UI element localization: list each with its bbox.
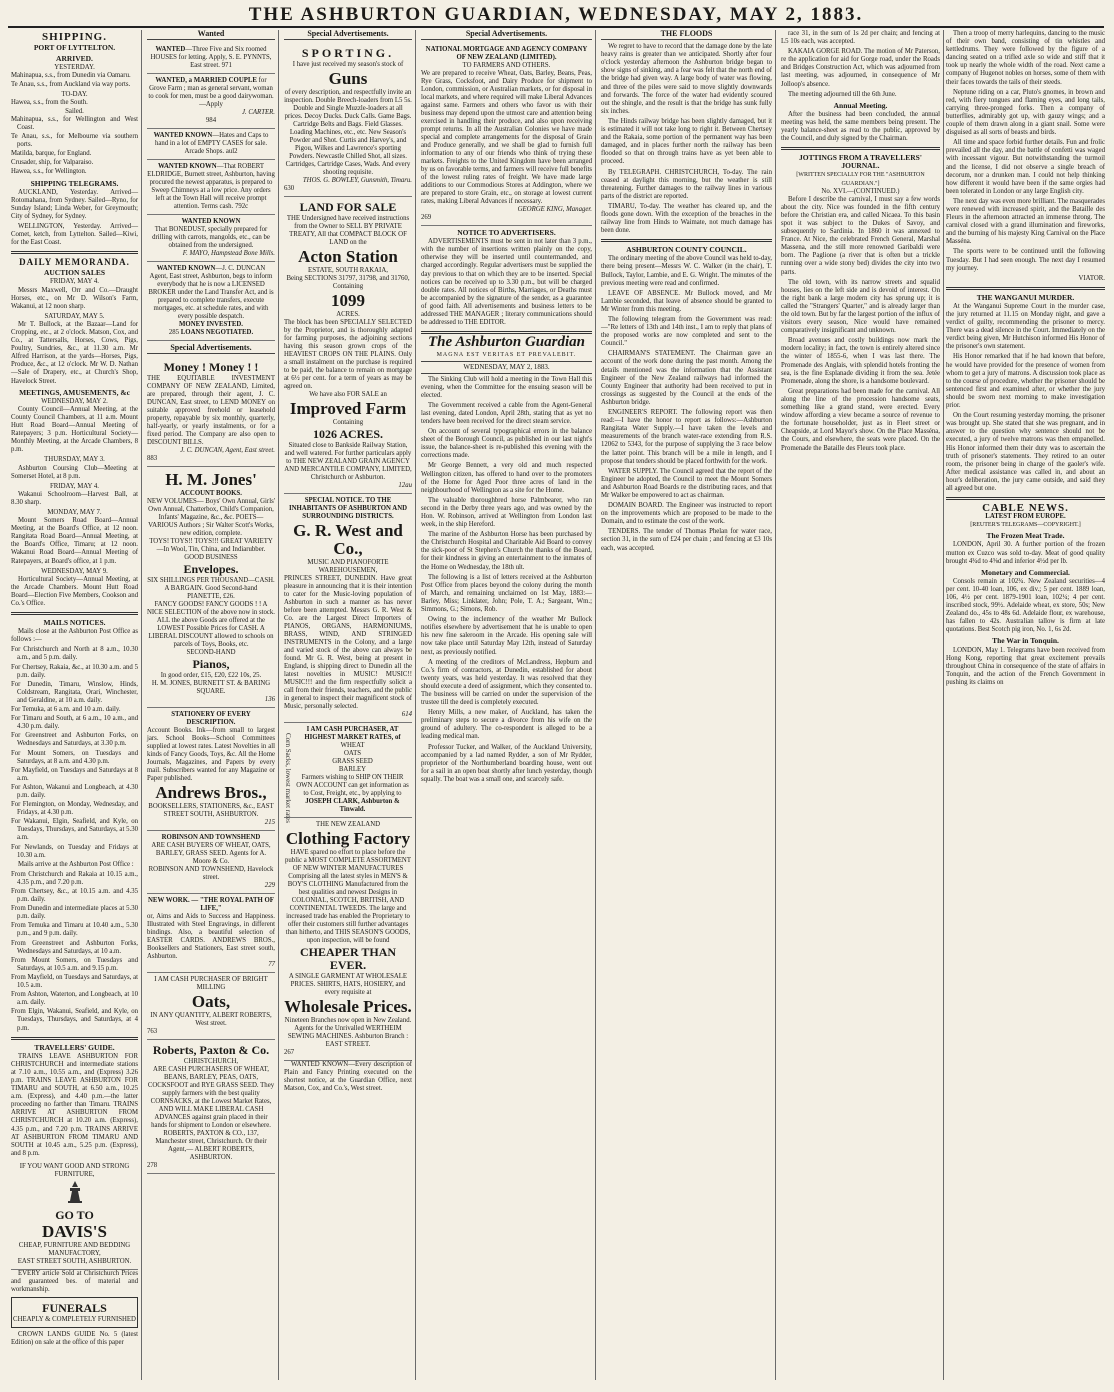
cable-sub: LATEST FROM EUROPE. [985, 513, 1066, 521]
shirts-text: A SINGLE GARMENT AT WHOLESALE PRICES. SHIRTS, HATS, HOSIERY, and every requisite at [288, 973, 408, 997]
list-item: For Temuka, at 6 a.m. and 10 a.m. daily. [11, 706, 121, 714]
mails-title: MAILS NOTICES. [43, 618, 106, 628]
stationery-advert [147, 708, 275, 831]
mortgage-signature: GEORGE KING, Manager. [517, 206, 592, 214]
section-shipping-title: SHIPPING. [42, 31, 107, 43]
list-item: From Elgin, Wakanui, Seafield, and Kyle, on Tuesdays, Thursdays, and Saturdays, at 4 p.m. [11, 1008, 138, 1032]
column-shipping [8, 30, 142, 1380]
council-paragraph: ENGINEER'S REPORT. The following report was then read:—I have the honor to report as follows:—Ashburton Rangitata Water Supply.—I have taken the levels and measurements of the branch water-race extending from R.S. 12062 to 5343, for the purpose of supplying the 3 race below the latter point. This branch will be a mile in length, and I propose that tenders should be placed forthwith for the work. [601, 409, 772, 465]
day-heading: WEDNESDAY, MAY 2. [41, 397, 108, 405]
editorial-paragraph: Henry Mills, a new maker, of Auckland, has taken the preliminary steps to secure a divorce from his wife on the ground of adultery. The co-respondent is alleged to be a leading medical man. [421, 709, 592, 741]
crown-lands-notice: CROWN LANDS GUIDE No. 5 (latest Edition) on sale at the office of this paper [11, 1331, 138, 1347]
jones-address: H. M. JONES, BURNETT ST. & BARING SQUARE. [151, 680, 271, 696]
pianos-sub: In good order, £15, £20, £22 10s, 25. [160, 672, 262, 680]
telegram-paragraph: AUCKLAND, Yesterday. Arrived—Rotomahana, from Sydney. Sailed—Ryno, for Sunday Island; Linda Weber, for Greymouth; City of Sydney, for Sydney. [11, 188, 138, 220]
roberts-title: Roberts, Paxton & Co. [152, 1043, 270, 1058]
sailed-list [11, 116, 138, 177]
day-heading: SATURDAY, MAY 5. [44, 312, 105, 320]
column-wanted [144, 30, 279, 1380]
wanted-ad [147, 129, 275, 160]
council-title: ASHBURTON COUNTY COUNCIL. [626, 245, 747, 255]
jones-title: H. M. Jones' [165, 470, 257, 490]
ad-text: —That ROBERT ELDRIDGE, Burnett street, Ashburton, having procured the newest apparatus, is prepared to Sweep Chimneys at a low price. Any orders left at the Town Hall will receive prompt attention. Terms cash. [147, 163, 275, 211]
ad-text: —Three Five and Six roomed HOUSES for letting. Apply, S. E. PYNNTS, East street. [150, 46, 272, 70]
day-heading: WEDNESDAY, MAY 9. [41, 567, 108, 575]
day-heading: FRIDAY, MAY 4. [50, 278, 99, 286]
jottings-continued: All time and space forbid further details. Fun and frolic prevailed all the day, and the battle of confetti was waged with incessant vigour. But notwithstanding the turmoil and the license, I did not observe a single breach of decorum, nor a drunken man. I could not help thinking how different it would have been if the same orgies had been tolerated in London or any large English city. [946, 139, 1105, 195]
jottings-paragraph: Before I describe the carnival, I must say a few words about the city. Nice was founded in the fifth century before the Christian era, and called Nicaea. To this basin spot it was subject to the Dukes of Savoy, and subsequently to Sardinia. In 1860 it was annexed to France. At Nice, the celebrated French General, Marshal Massena, and the still more renowned Garibaldi were born. The Paglione (a river that is often but a trickle running over a wide stony bed) divides the city into two parts. [781, 195, 940, 276]
subcolumn-wanganui-cable [946, 30, 1105, 1380]
guns-signature: THOS. G. BOWLEY, Gunsmith, Timaru. [302, 177, 412, 185]
funerals-sub: CHEAPLY & COMPLETELY FURNISHED [13, 1316, 136, 1324]
wanganui-title: THE WANGANUI MURDER. [976, 292, 1075, 302]
west-title: G. R. West and Co., [293, 521, 403, 559]
oats-title: Oats, [191, 992, 231, 1012]
andrews-sub: BOOKSELLERS, STATIONERS, &c., EAST STREET SOUTH, ASHBURTON. [148, 803, 274, 819]
funerals-box [11, 1297, 138, 1328]
ad-text: for Grove Farm ; man as general servant, woman to cook for men, must be a good dairywoman.—Apply [148, 77, 274, 109]
davis-go: GO TO [55, 1207, 94, 1222]
list-item: For Christchurch and North at 8 a.m., 10.30 a.m., and 5 p.m. daily. [11, 646, 138, 662]
floods-paragraph: The Hinds railway bridge has been slightly damaged, but it is estimated it will not take long to right it. Between Chertsey and the Rakaia, some portion of the permanent way has been damaged, and in places further north the railway has been flooded so that on through trains have as yet been able to proceed. [601, 117, 772, 166]
andrews-ref: 215 [264, 819, 275, 827]
farm-title: Improved Farm [289, 399, 407, 419]
list-item: For Newlands, on Tuesday and Fridays at 10.30 a.m. [11, 843, 138, 859]
list-item: From Ashton, Waterton, and Longbeach, at 10 a.m. daily. [11, 991, 138, 1007]
roberts-signature: ROBERTS, PAXTON & CO., 137, Manchester street, Christchurch. Or their Agent,— ALBERT ROBERTS, ASHBURTON. [155, 1130, 267, 1162]
wanganui-paragraph: His Honor remarked that if he had known that before, he would have provided for the presence of women from whom to get a jury of matrons. A discussion took place as to the course of procedure, whether the prisoner should be sentenced first and examined after, or whether the jury should be sworn next morning to make investigation prior. [946, 353, 1105, 410]
jottings-continued: Neptune riding on a car, Pluto's gnomes, in brown and red, with fiery tongues and flaming eyes, and long tails, carrying three-pronged forks. Then a company of butterflies, admirably got up, with gauzy wings; and a couple of them drawn along in a giant snail. Some were disguised as all sorts of beasts and birds. [946, 88, 1105, 137]
jottings-paragraph: Broad avenues and costly buildings now mark the modern locality; in fact, the town is entirely altered since the winter of 1855-6, when I was last there. The Promenade des Anglais, with splendid hotels fronting the sea, is the fine Esplanade dividing it from the sea. Jetée Promenade, along the shore, is a handsome boulevard. [781, 337, 940, 385]
floods-timaru: TIMARU, To-day. The weather has cleared up, and the floods gone down. With the exception of the breaches in the railway line from Hinds to Waimate, not much damage has been done. [601, 202, 772, 235]
cable-item-head: The War in Tonquin. [992, 636, 1059, 646]
memoranda-entry: Horticultural Society—Annual Meeting, at the Arcade Chambers. Mount Hutt Road Board—Election Five Members, Cookson and Co.'s Office. [11, 575, 138, 607]
list-item: For Mount Somers, on Tuesdays and Saturdays, at 8 a.m. and 4.30 p.m. [11, 749, 138, 765]
port-title: PORT OF LYTTELTON. [33, 43, 116, 53]
sporting-text: I have just received my season's stock of [292, 61, 404, 69]
jottings-number: No. XVI.—(CONTINUED.) [821, 187, 900, 195]
roberts-advert [147, 1040, 275, 1174]
ad-head: WANTED KNOWN [156, 265, 216, 273]
robinson-ref: 229 [264, 882, 275, 890]
cash-item: WHEAT [340, 742, 365, 750]
list-item: From Mount Somers, on Tuesdays and Saturdays, at 10.5 a.m. and 9.15 p.m. [11, 956, 138, 972]
list-item: Mahinapua, s.s., from Dunedin via Oamaru. [11, 72, 131, 80]
farm-lead: We have also FOR SALE an [309, 391, 387, 399]
corn-sacks-side-text: Corn Sacks, lowest market rates [284, 733, 292, 824]
arrivals-list [11, 72, 138, 89]
paper-logo [421, 334, 592, 351]
jottings-sub: [WRITTEN SPECIALLY FOR THE "ASHBURTON GUARDIAN."] [796, 172, 925, 187]
column-editorial [418, 30, 596, 1380]
jones-subtitle: ACCOUNT BOOKS. [180, 490, 242, 498]
editorial-paragraph: On account of several typographical errors in the balance sheet of the Borough Council, as published in our last night's issue, the balance-sheet is re-published this evening with the corrections made. [421, 428, 592, 460]
land-advert [284, 197, 412, 494]
land-details: The block has been SPECIALLY SELECTED by the Proprietor, and is thoroughly adapted for farming purposes, the adjoining sections having this season grown crops of the HEAVIEST CROPS ON THE PLAINS. Only a small instalment on the purchase is required to be paid, the balance to remain on mortgage at 6½ per cent. for a term of years as may be agreed on. [284, 319, 412, 391]
jottings-title: JOTTINGS FROM A TRAVELLERS' JOURNAL. [799, 153, 922, 171]
ad-text: —J. C. DUNCAN Agent, East street, Ashburton, begs to inform everybody that he is now a LICENSED BROKER under the Land Transfer Act, and is prepared to complete transfers, execute mortgages, etc. at schedule rates, and with every possible despatch. [148, 265, 274, 321]
mails-list [11, 646, 138, 859]
travellers-guide-title: TRAVELLERS' GUIDE. [34, 1042, 115, 1052]
funerals-title: FUNERALS [42, 1301, 107, 1316]
editorial-paragraph: Mr George Bennett, a very old and much respected Wellington citizen, has offered to hand over to the promoters of the Home for Aged Poor three acres of land in the neighbourhood of Wellington as a site for the Home. [421, 462, 592, 494]
list-item: Hawea, s.s., from the South. [11, 98, 88, 106]
council-paragraph: WATER SUPPLY. The Council agreed that the report of the Engineer be adopted, the Council to meet the Mount Somers and Ashburton Road Boards re the distributing races, and that Mr Walker be empowered to act as chairman. [601, 467, 772, 499]
wanted-ad [147, 160, 275, 215]
travellers-guide-text: TRAINS LEAVE ASHBURTON FOR CHRISTCHURCH and intermediate stations at 7.10 a.m., 10.55 a.m., and (Express) 3.26 p.m. TRAINS LEAVE ASHBURTON FOR TIMARU and SOUTH, at 6.50 a.m., 10.25 a.m. (Express), and 4.40 p.m.—the latter proceeding no farther than Timaru. TRAINS ARRIVE AT ASHBURTON FROM CHRISTCHURCH at 10.20 a.m. (Express), 4.35 p.m., and 7.20 p.m. TRAINS ARRIVE AT ASHBURTON FROM TIMARU AND SOUTH at 10.45 a.m., 5.25 p.m. (Express), and 8 p.m. [11, 1052, 138, 1157]
oats-sub: IN ANY QUANTITY, ALBERT ROBERTS, West street. [150, 1012, 272, 1028]
today-heading: TO-DAY. [61, 90, 88, 98]
jottings-paragraph: The old town, with its narrow streets and squalid houses, lies on the left side and is devoid of interest. On the right bank a large modern city has sprung up; it is called the "Strangers' Quarter," and is already larger than the old town. But by far the largest portion of the influx of visitors every season, Nice would have remained comparatively insignificant and unknown. [781, 278, 940, 335]
ad-signature: MONEY INVESTED. [179, 321, 243, 329]
cash-text: Farmers wishing to SHIP ON THEIR OWN ACCOUNT can get information as to Cost, Freight, etc., by applying to [296, 774, 409, 798]
editorial-paragraph: The marine of the Ashburton Horse has been purchased by the Christchurch Hospital and Charitable Aid Board to convey the sick-poor of St Stephen's Church the thanks of the Board, for their kindness in giving an entertainment to the inmates of the Home on Wednesday, the 18th ult. [421, 531, 592, 571]
list-item: For Chertsey, Rakaia, &c., at 10.30 a.m. and 5 p.m. daily. [11, 663, 138, 679]
mortgage-title: NATIONAL MORTGAGE AND AGENCY COMPANY OF NEW ZEALAND (LIMITED). [425, 46, 588, 62]
list-item: Crusader, ship, for Valparaiso. [11, 159, 94, 167]
yesterday-heading: YESTERDAY. [54, 64, 95, 72]
mortgage-sub: TO FARMERS AND OTHERS. [462, 62, 551, 70]
wholesale-title: Wholesale Prices. [284, 997, 412, 1017]
cash-signature: JOSEPH CLARK, Ashburton & Tinwald. [305, 798, 400, 814]
cash-title: I AM CASH PURCHASER, AT HIGHEST MARKET RATES, of [304, 726, 401, 742]
ad-ref: 792c [234, 203, 249, 211]
mails-intro: Mails close at the Ashburton Post Office as follows :— [11, 628, 138, 644]
davis-every: EVERY article Sold at Christchurch Prices and guaranteed bes. of material and workmanship. [11, 1269, 138, 1294]
envelopes-lead: GOOD BUSINESS [184, 554, 238, 562]
printing-notice: WANTED KNOWN—Every description of Plain and Fancy Printing executed on the shortest notice, at the Guardian Office, next Matson, Cox, and Co.'s, West street. [284, 1061, 412, 1093]
jottings-paragraph: Great preparations had been made for the carnival. All along the line of the procession handsome seats, something like a grand stand, were erected. Every window affording a view became a source of revenue to the fortunate householder, just as in Fleet street or Cheapside, at Lord Mayor's show. On the Place Masséna, the Cours, and elsewhere, the seats were placed. On the Promenade the Bataille des Fleurs took place. [781, 387, 940, 452]
envelopes-sub: SIX SHILLINGS PER THOUSAND—CASH. [147, 577, 275, 585]
royal-title: NEW WORK. — "THE ROYAL PATH OF LIFE," [148, 897, 274, 913]
acton-text: Being SECTIONS 31797, 31798, and 31760, Containing [286, 275, 410, 291]
robinson-address: ROBINSON AND TOWNSHEND, Havelock street. [148, 866, 274, 882]
ad-ref: 285 [168, 329, 180, 337]
floods-title: THE FLOODS [601, 30, 772, 40]
acres-word: ACRES. [336, 311, 360, 319]
list-item: Te Anau, s.s., from Auckland via way ports. [11, 81, 131, 89]
ad-head: WANTED, a MARRIED COUPLE [155, 77, 257, 85]
memoranda-title: DAILY MEMORANDA. [19, 257, 130, 268]
cable-item-text: LONDON, April 30. A further portion of the frozen mutton ex Cuzco was sold to-day. Meat of good quality brought 4¾d to 4⅝d and inferior 4½d per lb. [946, 541, 1105, 565]
second-hand: SECOND-HAND [186, 649, 236, 657]
floods-paragraph: By TELEGRAPH. CHRISTCHURCH, To-day. The rain ceased at daylight this morning, but the weather is still threatening. Further damages to the railway lines in various parts of the district are reported. [601, 168, 772, 200]
roberts-text: ARE CASH PURCHASERS OF WHEAT, BEANS, BARLEY, PEAS, OATS, COCKSFOOT and RYE GRASS SEED. They supply farmers with the best quality CORNSACKS, at the Lowest Market Rates, AND WILL MAKE LIBERAL CASH ADVANCES against grain placed in their hands for shipment to London or elsewhere. [147, 1066, 275, 1130]
special-header-2: Special Advertisements. [421, 30, 592, 40]
list-item: From Temuka and Timaru at 10.40 a.m., 5.30 p.m., and 9 p.m. daily. [11, 922, 138, 938]
cable-item-head: The Frozen Meat Trade. [986, 531, 1065, 541]
acton-sub: ESTATE, SOUTH RAKAIA, [308, 267, 388, 275]
roberts-city: CHRISTCHURCH, [183, 1058, 239, 1066]
farm-sub: Containing [332, 419, 364, 427]
oats-advert [147, 973, 275, 1040]
clothing-lead: THE NEW ZEALAND [315, 821, 381, 829]
wanted-ad [147, 215, 275, 262]
list-item: From Chertsey, &c., at 10.15 a.m. and 4.35 p.m. daily. [11, 888, 138, 904]
davis-advert [11, 1160, 138, 1270]
money-text: THE EQUITABLE INVESTMENT COMPANY OF NEW ZEALAND, Limited, are prepared, through their agent, J. C. DUNCAN, East street, to LEND MONEY on suitable approved freehold or leasehold property, repayable by six monthly, quarterly, half-yearly, or yearly instalments, or for a fixed period. The Company are also open to DISCOUNT BILLS. [147, 375, 275, 447]
clothing-advert [284, 818, 412, 1061]
editorial-paragraph: The Sinking Club will hold a meeting in the Town Hall this evening, when the Committee for the ensuing season will be elected. [421, 375, 592, 399]
list-item: Matilda, barque, for England. [11, 150, 92, 158]
ad-text: —Hates and Caps to hand in a lot of EMPTY CASES for sale. Arcade Shops. [154, 132, 269, 156]
ad-signature: J. CARTER. [241, 109, 275, 117]
editorial-paragraph: The following is a list of letters received at the Ashburton Post Office from places beyond the colony during the month of March, and remaining unclaimed on 1st May, 1883:—Barley, Miss; Linklater, John; Pole, T. A.; Sargeant, Wm.; Simmons, G.; Simons, Rob. [421, 573, 592, 614]
list-item: For Wakanui, Elgin, Seafield, and Kyle, on Tuesdays, Thursdays, and Saturdays, at 5.30 a.m. [11, 818, 138, 842]
sporting-title: SPORTING. [301, 46, 395, 61]
subcolumn-jottings [781, 30, 944, 1380]
editorial-paragraph: A meeting of the creditors of McLandress, Hepburn and Co.'s firm of contractors, at Dunedin, established for about twenty years, was held yesterday. It was resolved that they should execute a deed of assignment, which they consented to. The business will be carried on under the supervision of the trustee till the deed is completely executed. [421, 658, 592, 707]
council-paragraph: The following telegram from the Government was read:—"Re letters of 13th and 14th inst., I am to reply that plans of the proposed works are now completed and sent to the Council." [601, 316, 772, 348]
editorial-paragraph: The valuable thoroughbred horse Palmbearer, who ran second in the Derby three years ago, and was owned by the Hon. W. Robinson, arrived at Wellington from London last week, in the ship Hereford. [421, 496, 592, 529]
telegram-paragraph: WELLINGTON, Yesterday. Arrived—Comet, ketch, from Lyttelton. Sailed—Kiwi, for the East Coast. [11, 222, 138, 247]
list-item: From Dunedin and intermediate places at 5.30 p.m. daily. [11, 905, 138, 921]
jottings-continued: The sports were to be continued until the following Tuesday. But I had seen enough. The next day I resumed my journey. [946, 248, 1105, 272]
money-title: Money ! Money ! ! [163, 360, 259, 375]
land-text: THE Undersigned have received instructions from the Owner to SELL BY PRIVATE TREATY, All that COMPACT BLOCK OF LAND on the [286, 215, 410, 247]
wanganui-paragraph: At the Wanganui Supreme Court in the murder case, the jury returned at 11.15 on Monday night, and gave a verdict of guilty, recommending the prisoner to mercy. There was a dead silence in the Court. Immediately on the verdict being given, Mr Hutchison informed His Honor of the prisoner's own statement. [946, 302, 1105, 351]
arrivals-today-list [11, 99, 138, 107]
jones-bargain: A BARGAIN. Good Second-hand PIANETTE, £26. [164, 585, 258, 601]
council-paragraph: CHAIRMAN'S STATEMENT. The Chairman gave an account of the work done during the past month. Among the details mentioned was the information that the Assistant Engineer of the New Zealand railways had informed the County Engineer that authority had been received to put in crossings as suggested by the Council at the ends of the Ashburton bridge. [601, 350, 772, 406]
floods-paragraph: We regret to have to record that the damage done by the late heavy rains is greater than we anticipated. Shortly after four o'clock yesterday afternoon the Ashburton bridge began to show signs of sinking, and a fear was felt that the north end of the bridge had given way. A large body of water was flowing, and three of the piles were said to move slightly downwards and forwards. The force of the water had evidently scoured out the shingle, and the result is that the bridge has sunk fully six inches. [601, 43, 772, 115]
list-item: For Timaru and South, at 6 a.m., 10 a.m., and 4.30 p.m. daily. [11, 715, 138, 731]
jottings-continued: Then a troop of merry harlequins, dancing to the music of their own band, consisting of tin whistles and kettledrums. They were followed by the figure of a dancing seated on a trifled axle so wide and stiff that it took up nearly the whole width of the road. Next came a company of Hugenot nobles on horses, some of them with their faces towards the tails of their steeds. [946, 30, 1105, 86]
farm-acres: 1026 ACRES. [312, 427, 383, 442]
council-continued: race 31, in the sum of 1s 2d per chain; and fencing at L5 10s each, was accepted. [781, 30, 940, 46]
auction-sales-heading: AUCTION SALES [43, 268, 106, 278]
acres-number: 1099 [331, 291, 365, 311]
west-text: PRINCES STREET, DUNEDIN. Have great pleasure in announcing that it is their intention to cater for the Music-loving population of Ashburton in such a manner as has never before been attempted. Messrs G. R. West & Co. are the Largest Direct Importers of PIANOS, ORGANS, HARMONIUMS, BRASS, WIND, AND STRINGED INSTRUMENTS in the Colony, and a large and varied stock of the above can always be found. Mr G. R. West, being at present in England, is shipping direct to Dunedin all the latest novelties in MUSIC! MUSIC!! MUSIC!!! and the firm respectfully solicit a call from their friends, teachers, and the public in general to inspect their magnificent stock of Music, personally selected. [284, 575, 412, 711]
clothing-ref: 267 [284, 1049, 295, 1057]
cheaper-title: CHEAPER THAN EVER. [299, 945, 397, 973]
paper-motto: MAGNA EST VERITAS ET PREVALEBIT. [436, 352, 577, 359]
guns-title: Guns [328, 69, 368, 89]
cable-item-text: Consols remain at 102¾. New Zealand securities—4 per cent. 10-40 loan, 106, ex div.; 5 per cent. 1889 loan, 106, 4½ per cent. 1879-1901 loan, 102¼; 4 per cent. inscribed stock, 99½. Adelaide wheat, ex store, 50s; New Zealand do., 45s to 48s 6d. Adelaide flour, ex warehouse, has fallen to 42s. Australian tallow is firm at late quotations. Best Scotch pig iron, No. 1, 6s 2d. [946, 577, 1105, 634]
ad-ref: 971 [221, 62, 232, 70]
paper-logo-title: The Ashburton Guardian [427, 334, 585, 351]
mails-arrive-list [11, 871, 138, 1033]
guns-ref: 630 [284, 185, 295, 193]
column-special-ads [281, 30, 416, 1380]
mortgage-text: We are prepared to receive Wheat, Oats, Barley, Beans, Peas, Rye Grass, Cocksfoot, and Dairy Produce for shipment to London, commission, or Australian markets, or for disposal in local markets, and where required will make Liberal Advances against same. Farmers and others who favor us with their business may depend upon the utmost care and attention being exercised in handling their produce, and also upon receiving prompt returns. In all the Australian Colonies we have made special and complete arrangements for the disposal of Grain and Produce generally, and we shall be glad to furnish full information to any of our friends who think of trying these markets. Freights to the United Kingdom have been arranged by us on favorable terms, and farmers will receive full benefits of the lowest ruling rates of freight. We have made large additions to our Commodious Stores at Addington, where we are prepared to store Grain, etc., on storage at lowest current rates, making Liberal Advances if necessary. [421, 70, 592, 206]
west-ref: 614 [401, 711, 412, 719]
west-advert [284, 494, 412, 723]
ad-head: WANTED [155, 46, 186, 54]
council-paragraph: The ordinary meeting of the above Council was held to-day, there being present—Messrs W. C. Walker (in the chair), T. Bullock, Taylor, Lambie, and E. G. Wright. The minutes of the previous meeting were read and confirmed. [601, 255, 772, 287]
oats-ref: 763 [147, 1028, 158, 1036]
sporting-advert [284, 43, 412, 197]
mortgage-ref: 269 [421, 214, 432, 222]
newspaper-page [8, 4, 1106, 1382]
robinson-title: ROBINSON AND TOWNSHEND [161, 834, 261, 842]
cable-title: CABLE NEWS. [982, 502, 1069, 515]
cable-item-text: LONDON, May 1. Telegrams have been received from Hong Kong, reporting that great excitement prevails throughout China in consequence of the state of affairs in Tonquin, and the action of the French Government in pushing its claims on [946, 646, 1105, 686]
guns-text: of every description, and respectfully invite an inspection. Double Breech-loaders from L5 5s. Double and Single Muzzle-loaders at all prices. Decoy Ducks. Duck Calls. Game Bags. Cartridge Belts and Bags. Field Glasses. Loading Machines, etc., etc. New Season's Powder and Shot. Curtis and Harvey's, and Pigou, Wilkes and Lawrence's sporting Powders. Newcastle Chilled Shot, all sizes. Cartridges, Cartridge Cases, Wads. And every shooting requisite. [284, 89, 412, 177]
farm-ref: 12au [398, 482, 412, 490]
jones-note: ALL the above Goods are offered at the LOWEST Possible Prices for CASH. A LIBERAL DISCOUNT allowed to schools on parcels of Toys, Books, etc. [148, 617, 274, 649]
editorial-paragraph: Professor Tucker, and Walker, of the Auckland University, accompanied by a lad named Rydder, a son of Mr Rydder, proprietor of the Northumberland boarding house, went out for a sail in an open boat shortly after lunch yesterday, though squally. The boat was a small one, and scarcely safe. [421, 743, 592, 783]
andrews-title: Andrews Bros., [155, 783, 267, 803]
ad-ref: 984 [205, 117, 217, 125]
special-header: Special Advertisements. [147, 344, 275, 354]
list-item: From Mayfield, on Tuesdays and Saturdays, at 10.5 a.m. [11, 973, 138, 990]
memoranda-entry: Ashburton Coursing Club—Meeting at Somerset Hotel, at 8 p.m. [11, 464, 138, 480]
cash-item: BARLEY [338, 766, 367, 774]
list-item: From Christchurch and Rakaia at 10.15 a.m., 4.35 p.m., and 7.20 p.m. [11, 870, 138, 886]
envelopes-title: Envelopes. [183, 562, 239, 577]
oats-lead: I AM CASH PURCHASER OF BRIGHT MILLING [154, 976, 268, 992]
memoranda-entry: Messrs Maxwell, Orr and Co.—Draught Horses, etc., on Mr D. Wilson's Farm, Wakanui, at 12 noon sharp. [11, 286, 138, 310]
davis-address: EAST STREET SOUTH, ASHBURTON. [17, 1257, 132, 1265]
royal-text: or, Aims and Aids to Success and Happiness. Illustrated with Steel Engravings, in different bindings. Also, a beautiful selection of EASTER CARDS. ANDREWS BROS., Booksellers and Stationers, East street south, Ashburton. [147, 913, 275, 961]
west-notice: SPECIAL NOTICE. TO THE INHABITANTS OF ASHBURTON AND SURROUNDING DISTRICTS. [288, 497, 408, 521]
column-floods-council [598, 30, 776, 1380]
wanganui-paragraph: On the Court resuming yesterday morning, the prisoner was brought up. She stated that she was pregnant, and in answer to the question why sentence should not be executed, a jury of twelve matrons was then empanelled. His Honor informed them their duty was to ascertain the truth of prisoner's statements. They retired to an outer room, the prisoner being in charge of the gaoler's wife. After medical assistance was called in, and about an hour's deliberation, the jury came outside, and said they all agreed but one. [946, 412, 1105, 492]
memoranda-entry: Mr T. Bullock, at the Bazaar—Land for Cropping, etc., at 2 o'clock. Matson, Cox, and Co., at Tattersalls, Horses, Cows, Pigs, Poultry, Sundries, &c., at 11.30 a.m. Mr Alfred Harrison, at the yards—Horses, Pigs, Produce, &c., at 12 o'clock. Mr W. D. Nathan—Sale of Drapery, etc., at Church's Shop, Havelock Street. [11, 320, 138, 385]
farm-text: Situated close to Bankside Railway Station, and well watered. For further particulars apply to THE NEW ZEALAND GRAIN AGENCY AND MERCANTILE COMPANY, LIMITED, Christchurch or Ashburton. [284, 442, 412, 482]
ad-head: WANTED KNOWN [181, 218, 241, 226]
special-header: Special Advertisements. [284, 30, 412, 40]
day-heading: MONDAY, MAY 7. [47, 508, 102, 516]
stationery-text: Account Books. Ink—from small to largest jars. School Books—School Committees supplied at lowest rates. Latest Novelties in all kinds of Fancy Goods, Toys, &c. All the Home Journals, Magazines, and Papers by every mail. Subscribers wanted for any Magazine or Paper published. [147, 727, 275, 783]
council-continued: The meeting adjourned till the 6th June. [788, 90, 897, 98]
annual-meeting-title: Annual Meeting. [833, 100, 888, 110]
jottings-continued: The next day was even more brilliant. The masquerades were renewed with increased spirit, and the Bataille des Fleurs in the afternoon attracted an immense throng. The carnival closed with a grand illumination and fireworks, and the burning of his majesty King Carnival on the Place Masséna. [946, 197, 1105, 246]
clothing-address: Nineteen Branches now open in New Zealand. Agents for the Unrivalled WERTHEIM SEWING MACHINES. Ashburton Branch : EAST STREET. [284, 1017, 412, 1049]
editorial-paragraph: Owing to the inclemency of the weather Mr Bullock notifies elsewhere by advertisement that he is unable to open his new fine saleroom in the Arcade. His opening sale will now take place until Saturday May 12th, instead of Saturday next, as previously notified. [421, 616, 592, 656]
ad-ref: aul2 [225, 148, 238, 156]
notice-text: ADVERTISEMENTS must be sent in not later than 3 p.m., with the number of insertions written plainly on the copy, otherwise they will be inserted until countermanded, and charged accordingly. Regular advertisers must be supplied the day previous to that on which they are to be inserted. Special notices can be received up to 3.30 p.m., but will be charged double rates. All notices of Births, Marriages, or Deaths must be accompanied by the signature of the sender, as a guarantee of good faith. All advertisements and business letters to be addressed THE MANAGER ; literary communications should be addressed to THE EDITOR. [421, 238, 592, 327]
ad-head: WANTED KNOWN [153, 132, 213, 140]
ad-text: That BONEDUST, specially prepared for drilling with carrots, mangolds, etc., can be obtained from the undersigned. [152, 226, 270, 250]
list-item: Mahinapua, s.s., for Wellington and West Coast. [11, 115, 138, 131]
mortgage-advert [421, 43, 592, 226]
sailed-heading: Sailed. [65, 107, 84, 115]
lamp-icon [11, 1179, 138, 1208]
wanted-ad [147, 74, 275, 129]
council-paragraph: LEAVE OF ABSENCE. Mr Bullock moved, and Mr Lambie seconded, that leave of absence should be granted to Mr Winter from this meeting. [601, 289, 772, 313]
arrived-heading: ARRIVED. [56, 54, 93, 64]
davis-name: DAVIS'S [42, 1221, 107, 1241]
wanted-ad [147, 262, 275, 341]
clothing-text: HAVE spared no effort to place before the public a MOST COMPLETE ASSORTMENT OF NEW WINTER MANUFACTURES Comprising all the latest styles in MEN'S & BOY'S CLOTHING Manufactured from the best qualities and newest Designs in COLONIAL, SCOTCH, BRITISH, AND CONTINENTAL TWEEDS. The large and increased trade has enabled the Proprietary to offer their customers still further advantages than hitherto, and THIS SEASON'S GOODS, upon inspection, will be found [285, 849, 411, 945]
meetings-heading: MEETINGS, AMUSEMENTS, &c [19, 387, 130, 397]
cash-item: OATS [344, 750, 361, 758]
money-signature: J. C. DUNCAN, Agent, East street. [180, 447, 275, 455]
roberts-ref: 278 [147, 1162, 158, 1170]
shipping-telegrams-title: SHIPPING TELEGRAMS. [30, 178, 119, 188]
day-heading: FRIDAY, MAY 4. [50, 482, 99, 490]
cable-note: [REUTER'S TELEGRAMS—COPYRIGHT.] [970, 522, 1081, 529]
list-item: Hawea, s.s., for Wellington. [11, 168, 87, 176]
annual-meeting-text: After the business had been concluded, the annual meeting was held, the same members being present. The yearly balance-sheet as read to the public, approved by the Council, and duly signed by the Chairman. [781, 110, 940, 143]
pianos-title: Pianos, [192, 657, 230, 672]
robinson-advert [147, 831, 275, 894]
jottings-signature: VIATOR. [1078, 274, 1105, 282]
council-paragraph: TENDERS. The tender of Thomas Phelan for water race, section 31, in the sum of £24 per chain ; and fencing at £3 10s each, was accepted. [601, 528, 772, 552]
davis-lead: IF YOU WANT GOOD AND STRONG FURNITURE, [19, 1162, 130, 1178]
ad-head: WANTED KNOWN [157, 163, 217, 171]
jones-fancy: FANCY GOODS! FANCY GOODS ! ! A NICE SELECTION of the above now in stock. [147, 601, 275, 617]
council-continued: KAKAIA GORGE ROAD. The motion of Mr Paterson, re the application for aid for Gorge road, under the Roads and Bridges Construction Act, which was adjourned from last meeting, was adjourned, in consequence of Mr Jolloop's absence. [781, 48, 940, 88]
list-item: From Greenstreet and Ashburton Forks, Wednesdays and Saturdays, at 10 a.m. [11, 939, 138, 955]
davis-desc: CHEAP, FURNITURE AND BEDDING MANUFACTORY, [18, 1241, 131, 1257]
column-jottings-cable [778, 30, 1106, 1380]
memoranda-entry: Wakanui Schoolroom—Harvest Ball, at 8.30 sharp. [11, 490, 138, 506]
list-item: For Dunedin, Timaru, Winslow, Hinds, Coldstream, Rangitata, Orari, Winchester, and Geraldine, at 10 a.m. daily. [11, 680, 138, 704]
masthead: THE ASHBURTON GUARDIAN, WEDNESDAY, MAY 2, 1883. [8, 4, 1104, 28]
list-item: For Flemington, on Monday, Wednesday, and Fridays, at 4.30 p.m. [11, 801, 138, 817]
stationery-title: STATIONERY OF EVERY DESCRIPTION. [171, 711, 251, 727]
jones-ref: 136 [264, 696, 275, 704]
list-item: Te Anau, s.s., for Melbourne via southern ports. [11, 133, 138, 149]
land-title: LAND FOR SALE [299, 200, 397, 215]
list-item: For Ashton, Wakanui and Longbeach, at 4.30 p.m. daily. [11, 783, 138, 799]
jones-toys: TOYS! TOYS!! TOYS!!! GREAT VARIETY—In Wool, Tin, China, and Indiarubber. [149, 538, 273, 554]
editorial-paragraph: The Government received a cable from the Agent-General last evening, dated London, April 28th, stating that as yet no tenders have been received for the direct steam service. [421, 401, 592, 425]
mails-arrive-heading: Mails arrive at the Ashburton Post Office : [18, 860, 134, 868]
west-sub: MUSIC AND PIANOFORTE WAREHOUSEMEN, [307, 559, 389, 575]
money-advert [147, 357, 275, 467]
list-item: For Greenstreet and Ashburton Forks, on Wednesdays and Saturdays, at 3.30 p.m. [11, 732, 138, 748]
council-paragraph: DOMAIN BOARD. The Engineer was instructed to report on the improvements which are proposed to be made to the Domain, and to estimate the cost of the work. [601, 502, 772, 526]
memoranda-entry: Mount Somers Road Board—Annual Meeting, at the Board's Office, at 12 noon. Rangitata Road Board—Annual Meeting, at the Board's Office, Timaru; at 12 noon. Wakanui Road Board—Annual Meeting of Ratepayers, at Board's office, at 1 p.m. [11, 517, 138, 565]
wanted-ad [147, 43, 275, 74]
robinson-text: ARE CASH BUYERS OF WHEAT, OATS, BARLEY, GRASS SEED. Agents for A. Moore & Co. [151, 842, 271, 866]
memoranda-entry: County Council—Annual Meeting, at the County Council Chambers, at 11 a.m. Mount Hutt Road Board—Annual Meeting of Ratepayers; 3 p.m. Horticultural Society—Monthly Meeting, at the Arcade Chambers, 8 p.m. [11, 405, 138, 454]
royal-ref: 77 [268, 961, 275, 969]
paper-date: WEDNESDAY, MAY 2, 1883. [421, 361, 592, 373]
clothing-title: Clothing Factory [285, 829, 411, 849]
wanted-header: Wanted [147, 30, 275, 40]
list-item: For Mayfield, on Tuesdays and Saturdays at 8 a.m. [11, 766, 138, 782]
jones-text: NEW VOLUMES— Boys' Own Annual, Girls' Own Annual, Chatterbox, Child's Companion, Infants' Magazine, &c., &c. POETS— VARIOUS Authors ; Sir Walter Scott's Works, new edition, complete. [147, 498, 275, 538]
ad-head: LOANS NEGOTIATED. [180, 329, 254, 337]
ad-signature: F. MAYO, Hampstead Bone Mills. [182, 250, 275, 258]
notice-title: NOTICE TO ADVERTISERS. [457, 228, 556, 238]
cash-item: GRASS SEED [332, 758, 373, 766]
jones-advert [147, 467, 275, 708]
acton-title: Acton Station [298, 247, 398, 267]
royal-path-advert [147, 894, 275, 973]
clark-advert [284, 723, 412, 824]
money-ref: 883 [147, 455, 158, 463]
day-heading: THURSDAY, MAY 3. [44, 456, 105, 464]
cable-item-head: Monetary and Commercial. [981, 567, 1070, 577]
